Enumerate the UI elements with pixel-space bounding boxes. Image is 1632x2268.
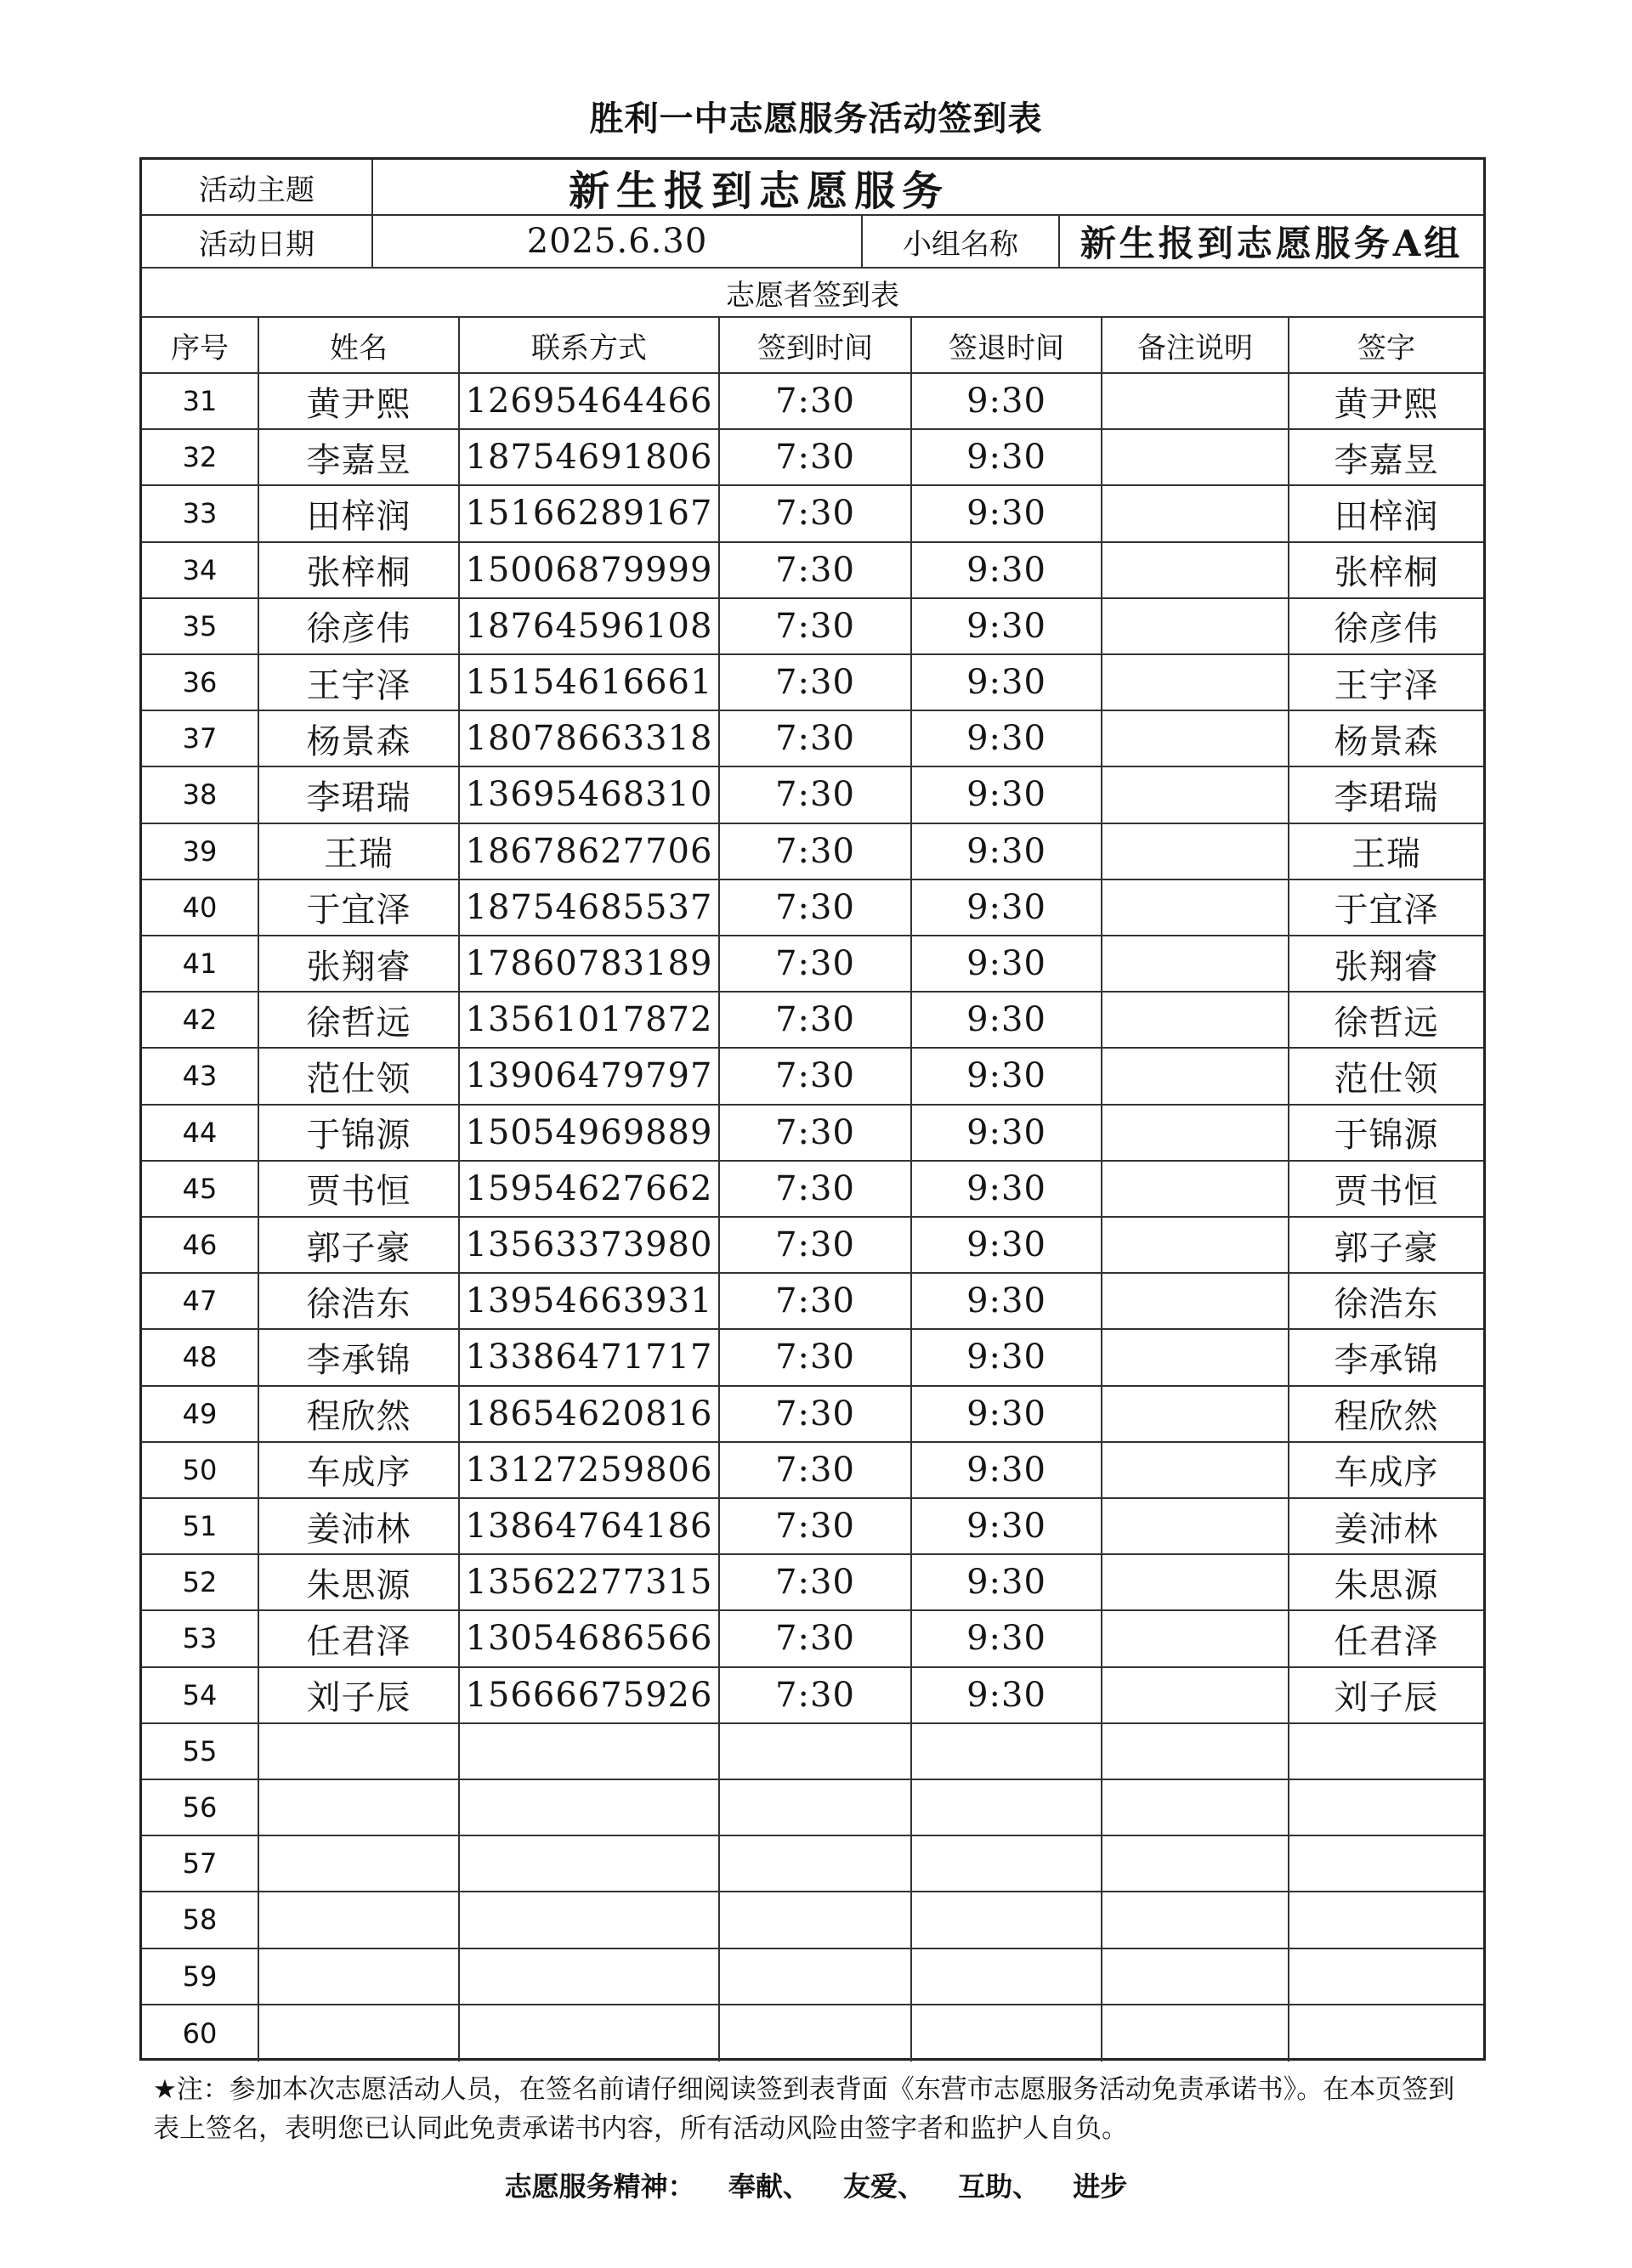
row-signin-time: 7:30 [720,1443,912,1497]
row-name [259,1836,460,1891]
row-signout-time [912,1892,1102,1947]
row-signature: 黄尹熙 [1334,384,1439,424]
row-signin-time [720,2005,912,2062]
row-phone: 13127259806 [460,1443,720,1497]
row-note [1102,1499,1289,1553]
row-number: 32 [142,430,259,484]
row-number: 52 [142,1555,259,1609]
table-row [142,655,1483,711]
table-row [142,1218,1483,1274]
row-signin-time: 7:30 [720,767,912,822]
table-row [142,1274,1483,1330]
column-header-row [142,318,1483,374]
row-phone: 13563373980 [460,1218,720,1272]
col-header-signout: 签退时间 [912,318,1102,372]
row-signature: 程欣然 [1334,1397,1439,1437]
row-name: 李嘉昱 [259,430,460,484]
row-signout-time [912,2005,1102,2062]
row-note [1102,767,1289,822]
row-number: 46 [142,1218,259,1272]
row-note [1102,880,1289,935]
row-signature [1289,1780,1483,1835]
spirit-label: 志愿服务精神： [504,2170,695,2203]
row-number: 60 [142,2005,259,2062]
row-note [1102,1724,1289,1779]
row-signin-time: 7:30 [720,1330,912,1384]
table-row [142,430,1483,486]
row-signout-time: 9:30 [912,1555,1102,1609]
row-phone [460,1949,720,2004]
row-signin-time: 7:30 [720,486,912,540]
row-phone: 15054969889 [460,1106,720,1160]
table-row [142,1949,1483,2005]
section-header [142,269,1483,318]
row-signout-time: 9:30 [912,599,1102,653]
row-note [1102,1611,1289,1666]
spirit-value: 奉献、 [728,2170,810,2203]
table-row [142,1330,1483,1386]
row-note [1102,374,1289,428]
row-note [1102,1106,1289,1160]
row-signature: 徐哲远 [1334,1003,1439,1043]
row-name: 徐彦伟 [259,599,460,653]
row-signout-time: 9:30 [912,374,1102,428]
table-row [142,1555,1483,1611]
row-number: 47 [142,1274,259,1328]
row-number: 35 [142,599,259,653]
signin-sheet [139,157,1486,2061]
section-title: 志愿者签到表 [726,278,899,313]
row-phone: 13864764186 [460,1499,720,1553]
row-signout-time: 9:30 [912,1330,1102,1384]
row-signin-time: 7:30 [720,1499,912,1553]
row-signature [1289,1949,1483,2004]
row-note [1102,1555,1289,1609]
row-number: 56 [142,1780,259,1835]
row-name [259,1780,460,1835]
row-signin-time: 7:30 [720,1668,912,1722]
row-signout-time: 9:30 [912,936,1102,991]
row-name: 范仕领 [259,1049,460,1103]
row-number: 53 [142,1611,259,1666]
row-name: 程欣然 [259,1387,460,1441]
row-name: 刘子辰 [259,1668,460,1722]
row-note [1102,1330,1289,1384]
row-signin-time: 7:30 [720,599,912,653]
table-row [142,1499,1483,1555]
table-row [142,824,1483,880]
row-name: 姜沛林 [259,1499,460,1553]
row-phone [460,1836,720,1891]
row-number: 44 [142,1106,259,1160]
row-note [1102,1274,1289,1328]
row-signout-time [912,1836,1102,1891]
row-signature: 杨景森 [1334,721,1439,761]
row-number: 40 [142,880,259,935]
row-signout-time: 9:30 [912,993,1102,1047]
date-value: 2025.6.30 [373,216,863,267]
row-number: 51 [142,1499,259,1553]
row-name: 徐浩东 [259,1274,460,1328]
row-signin-time: 7:30 [720,1274,912,1328]
row-number: 57 [142,1836,259,1891]
row-note [1102,1443,1289,1497]
row-signature: 贾书恒 [1334,1172,1439,1212]
row-name: 任君泽 [259,1611,460,1666]
row-signature: 范仕领 [1334,1059,1439,1099]
row-signin-time: 7:30 [720,1106,912,1160]
table-row [142,543,1483,599]
col-header-phone: 联系方式 [460,318,720,372]
row-phone: 18754685537 [460,880,720,935]
col-header-no: 序号 [142,318,259,372]
row-phone: 15666675926 [460,1668,720,1722]
row-phone: 15954627662 [460,1162,720,1216]
row-signout-time: 9:30 [912,1443,1102,1497]
row-number: 48 [142,1330,259,1384]
date-row [142,216,1483,269]
row-signout-time: 9:30 [912,1106,1102,1160]
col-header-signin: 签到时间 [720,318,912,372]
row-name [259,1892,460,1947]
row-note [1102,1387,1289,1441]
row-note [1102,824,1289,879]
table-row [142,1387,1483,1443]
row-signout-time: 9:30 [912,1499,1102,1553]
row-note [1102,1780,1289,1835]
row-note [1102,1836,1289,1891]
row-signout-time [912,1780,1102,1835]
row-signature: 田梓润 [1334,496,1439,536]
row-number: 36 [142,655,259,710]
row-number: 49 [142,1387,259,1441]
row-signature: 刘子辰 [1334,1678,1439,1718]
row-name: 于宜泽 [259,880,460,935]
row-signout-time: 9:30 [912,1387,1102,1441]
row-signature: 张梓桐 [1334,553,1439,593]
row-number: 37 [142,711,259,766]
row-phone: 15006879999 [460,543,720,597]
row-name: 朱思源 [259,1555,460,1609]
row-signout-time: 9:30 [912,1611,1102,1666]
row-signin-time [720,1724,912,1779]
table-row [142,1443,1483,1499]
table-row [142,1892,1483,1948]
row-phone: 13054686566 [460,1611,720,1666]
row-phone: 18654620816 [460,1387,720,1441]
row-name: 贾书恒 [259,1162,460,1216]
row-signin-time: 7:30 [720,1611,912,1666]
row-signature: 张翔睿 [1334,947,1439,987]
footer-note: ★注：参加本次志愿活动人员，在签名前请仔细阅读签到表背面《东营市志愿服务活动免责承诺书》。在本页签到表上签名，表明您已认同此免责承诺书内容，所有活动风险由签字者和监护人自负。 [153,2074,1455,2144]
row-signature: 朱思源 [1334,1565,1439,1605]
date-label: 活动日期 [142,216,373,267]
table-row [142,2005,1483,2062]
row-number: 54 [142,1668,259,1722]
row-signature: 姜沛林 [1334,1509,1439,1549]
spirit-value: 进步 [1073,2170,1128,2203]
row-signin-time [720,1892,912,1947]
row-phone: 18078663318 [460,711,720,766]
row-signout-time: 9:30 [912,655,1102,710]
table-row [142,1162,1483,1218]
table-row [142,1724,1483,1780]
table-row [142,1049,1483,1105]
row-name: 张梓桐 [259,543,460,597]
row-signin-time [720,1836,912,1891]
row-note [1102,1892,1289,1947]
row-name: 杨景森 [259,711,460,766]
row-number: 50 [142,1443,259,1497]
row-signout-time: 9:30 [912,430,1102,484]
row-signature [1289,2005,1483,2062]
row-number: 39 [142,824,259,879]
row-note [1102,936,1289,991]
table-row [142,711,1483,767]
row-signout-time: 9:30 [912,824,1102,879]
row-phone: 18764596108 [460,599,720,653]
row-number: 58 [142,1892,259,1947]
row-name: 王瑞 [259,824,460,879]
row-signout-time: 9:30 [912,1274,1102,1328]
row-signout-time: 9:30 [912,880,1102,935]
row-name: 车成序 [259,1443,460,1497]
col-header-sign: 签字 [1357,331,1415,365]
row-signature: 徐彦伟 [1334,609,1439,649]
row-note [1102,599,1289,653]
table-row [142,767,1483,823]
row-note [1102,2005,1289,2062]
row-signout-time: 9:30 [912,1668,1102,1722]
row-note [1102,655,1289,710]
table-row [142,1668,1483,1724]
row-signature [1289,1836,1483,1891]
row-phone: 15154616661 [460,655,720,710]
row-phone: 12695464466 [460,374,720,428]
row-phone [460,1724,720,1779]
row-phone: 17860783189 [460,936,720,991]
row-signin-time: 7:30 [720,1162,912,1216]
row-signature: 车成序 [1334,1453,1439,1493]
row-name: 田梓润 [259,486,460,540]
row-number: 45 [142,1162,259,1216]
row-signin-time: 7:30 [720,1049,912,1103]
row-signout-time [912,1724,1102,1779]
group-label: 小组名称 [863,216,1060,267]
col-header-note: 备注说明 [1102,318,1289,372]
theme-value: 新生报到志愿服务 [569,167,950,214]
row-name: 郭子豪 [259,1218,460,1272]
table-row [142,1611,1483,1667]
row-signature: 郭子豪 [1334,1228,1439,1268]
row-signin-time: 7:30 [720,1555,912,1609]
row-name [259,2005,460,2062]
row-phone: 13386471717 [460,1330,720,1384]
row-note [1102,1218,1289,1272]
row-signin-time [720,1949,912,2004]
row-signout-time: 9:30 [912,1218,1102,1272]
row-signout-time: 9:30 [912,1162,1102,1216]
row-signin-time: 7:30 [720,374,912,428]
row-number: 59 [142,1949,259,2004]
row-signature: 于宜泽 [1334,891,1439,930]
table-row [142,993,1483,1049]
table-row [142,1836,1483,1892]
row-note [1102,543,1289,597]
row-name: 黄尹熙 [259,374,460,428]
row-name: 李承锦 [259,1330,460,1384]
row-phone: 13561017872 [460,993,720,1047]
row-signin-time: 7:30 [720,824,912,879]
spirit-value: 友爱、 [842,2170,925,2203]
row-number: 33 [142,486,259,540]
row-signin-time: 7:30 [720,655,912,710]
row-phone: 13954663931 [460,1274,720,1328]
row-signin-time: 7:30 [720,936,912,991]
row-signout-time: 9:30 [912,711,1102,766]
row-name: 李珺瑞 [259,767,460,822]
row-signature [1289,1892,1483,1947]
page-title: 胜利一中志愿服务活动签到表 [589,99,1043,139]
row-phone: 13562277315 [460,1555,720,1609]
table-row [142,1780,1483,1836]
table-row [142,599,1483,655]
row-phone: 13695468310 [460,767,720,822]
row-name [259,1724,460,1779]
row-name: 王宇泽 [259,655,460,710]
row-signout-time [912,1949,1102,2004]
row-signin-time: 7:30 [720,993,912,1047]
table-row [142,880,1483,936]
row-name [259,1949,460,2004]
table-row [142,1106,1483,1162]
row-signin-time: 7:30 [720,543,912,597]
row-phone: 15166289167 [460,486,720,540]
row-signature: 任君泽 [1334,1621,1439,1661]
row-name: 徐哲远 [259,993,460,1047]
row-number: 38 [142,767,259,822]
row-phone [460,1892,720,1947]
spirit-value: 互助、 [958,2170,1040,2203]
row-number: 55 [142,1724,259,1779]
row-signin-time: 7:30 [720,711,912,766]
row-number: 34 [142,543,259,597]
row-signin-time: 7:30 [720,880,912,935]
group-value: 新生报到志愿服务A组 [1080,223,1464,264]
row-note [1102,430,1289,484]
row-signature: 李嘉昱 [1334,440,1439,480]
row-note [1102,1668,1289,1722]
row-name: 于锦源 [259,1106,460,1160]
col-header-name: 姓名 [259,318,460,372]
row-note [1102,1162,1289,1216]
row-signout-time: 9:30 [912,767,1102,822]
table-row [142,374,1483,430]
row-signin-time: 7:30 [720,1387,912,1441]
theme-row [142,160,1483,216]
row-phone [460,2005,720,2062]
row-note [1102,711,1289,766]
row-signout-time: 9:30 [912,486,1102,540]
row-signin-time: 7:30 [720,1218,912,1272]
row-name: 张翔睿 [259,936,460,991]
spirit-line [0,2165,1632,2204]
row-signature: 王宇泽 [1334,665,1439,705]
table-row [142,936,1483,993]
row-signout-time: 9:30 [912,543,1102,597]
row-signature: 李珺瑞 [1334,778,1439,817]
row-signin-time: 7:30 [720,430,912,484]
row-number: 43 [142,1049,259,1103]
row-number: 31 [142,374,259,428]
row-phone: 18678627706 [460,824,720,879]
row-signature [1289,1724,1483,1779]
row-note [1102,486,1289,540]
row-note [1102,1949,1289,2004]
row-signin-time [720,1780,912,1835]
row-phone: 18754691806 [460,430,720,484]
row-note [1102,993,1289,1047]
row-signout-time: 9:30 [912,1049,1102,1103]
row-phone: 13906479797 [460,1049,720,1103]
row-number: 42 [142,993,259,1047]
theme-label: 活动主题 [142,160,373,214]
table-row [142,486,1483,542]
row-note [1102,1049,1289,1103]
row-signature: 徐浩东 [1334,1284,1439,1324]
row-signature: 于锦源 [1334,1116,1439,1156]
row-number: 41 [142,936,259,991]
row-signature: 李承锦 [1334,1340,1439,1380]
row-phone [460,1780,720,1835]
row-signature: 王瑞 [1352,834,1421,874]
